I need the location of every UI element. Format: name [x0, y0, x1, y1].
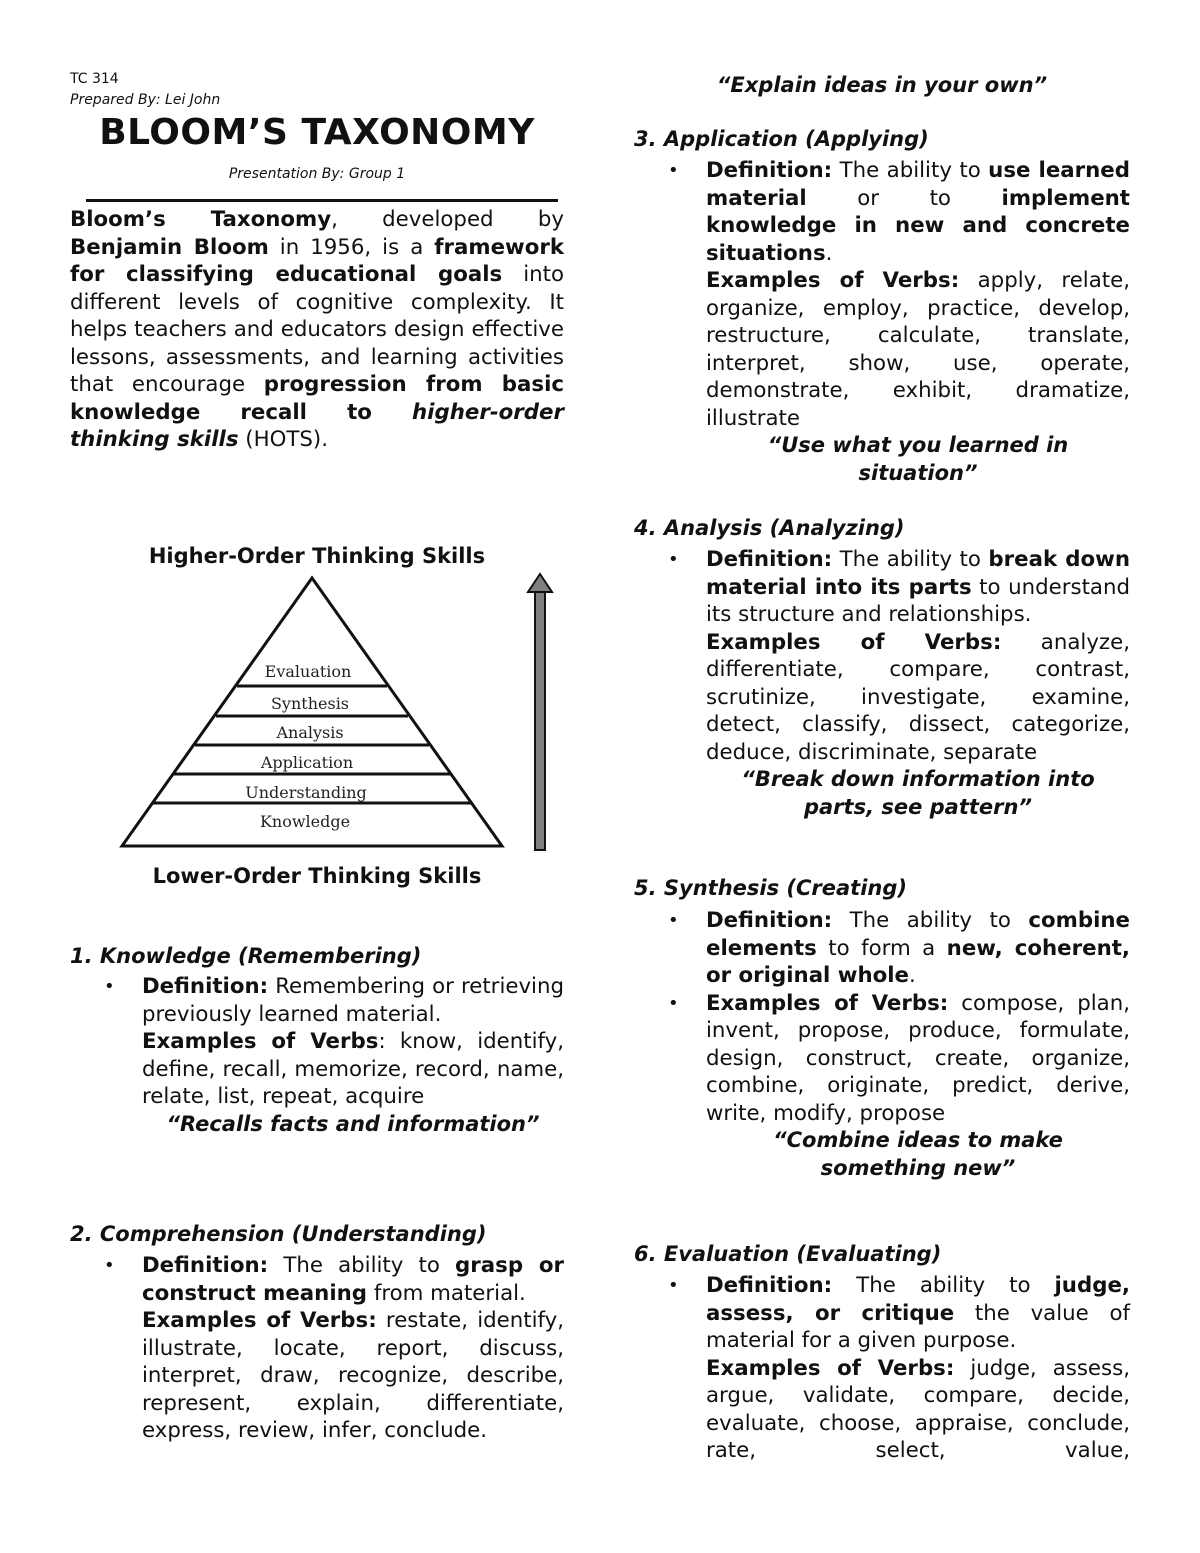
bullet: • — [668, 160, 679, 181]
section-comprehension-quote: “Explain ideas in your own” — [716, 73, 1048, 97]
pyramid-level-application: Application — [260, 753, 354, 772]
section-synthesis-body: • Definition: The ability to combine elements to form a new, coherent, or original whole. • Examples of Verbs: compose, plan, invent, propose, produce, formulate, design, construct, create, organize, combine, originate, predict, derive, write, modify, propose “Combine ideas to make something new” — [634, 907, 1130, 1182]
pyramid-level-synthesis: Synthesis — [270, 694, 350, 713]
prepared-by: Prepared By: Lei John — [70, 92, 221, 108]
section-evaluation-heading: 6. Evaluation (Evaluating) — [634, 1242, 942, 1266]
section-synthesis-quote: “Combine ideas to make something new” — [773, 1128, 1063, 1180]
bloom-pyramid — [110, 570, 570, 860]
hots-label: Higher-Order Thinking Skills — [148, 544, 486, 568]
presentation-by: Presentation By: Group 1 — [228, 166, 406, 182]
section-application-heading: 3. Application (Applying) — [634, 127, 929, 151]
bullet: • — [668, 549, 679, 570]
bullet: • — [104, 1255, 115, 1276]
pyramid-level-knowledge: Knowledge — [259, 812, 351, 831]
pyramid-level-evaluation: Evaluation — [264, 662, 352, 681]
bullet: • — [104, 976, 115, 997]
header-divider — [86, 199, 558, 202]
bullet: • — [668, 910, 679, 931]
section-application-body: • Definition: The ability to use learned material or to implement knowledge in new and concrete situations. Examples of Verbs: apply, relate, organize, employ, practice, develop, restructure, calculate, translate, interpret, show, use, operate, demonstrate, exhibit, dramatize, illustrate “Use what you learned in situation” — [634, 157, 1130, 487]
intro-paragraph: Bloom’s Taxonomy, developed by Benjamin Bloom in 1956, is a framework for classifying educational goals into different levels of cognitive complexity. It helps teachers and educators design effective lessons, assessments, and learning activities that encourage progression from basic knowledge recall to higher-order thinking skills (HOTS). — [70, 207, 564, 452]
section-knowledge-heading: 1. Knowledge (Remembering) — [70, 944, 422, 968]
section-knowledge-quote: “Recalls facts and information” — [166, 1111, 540, 1136]
section-analysis-body: • Definition: The ability to break down material into its parts to understand its structure and relationships. Examples of Verbs: analyze, differentiate, compare, contrast, scrutinize, investigate, examine, detect, classify, dissect, categorize, deduce, discriminate, separate “Break down information into parts, see pattern” — [634, 546, 1130, 821]
lots-label: Lower-Order Thinking Skills — [152, 864, 482, 888]
bullet: • — [668, 1275, 679, 1296]
pyramid-level-understanding: Understanding — [245, 783, 367, 802]
section-knowledge-body: • Definition: Remembering or retrieving previously learned material. Examples of Verbs: know, identify, define, recall, memorize, record, name, relate, list, repeat, acquire “Recalls facts and information” — [70, 973, 564, 1138]
section-synthesis-heading: 5. Synthesis (Creating) — [634, 876, 907, 900]
section-comprehension-body: • Definition: The ability to grasp or construct meaning from material. Examples of Verbs: restate, identify, illustrate, locate, report, discuss, interpret, draw, recognize, describe, represent, explain, differentiate, express, review, infer, conclude. — [104, 1253, 564, 1443]
section-analysis-quote: “Break down information into parts, see pattern” — [741, 767, 1095, 819]
bullet: • — [668, 992, 679, 1014]
up-arrow-icon — [528, 574, 552, 850]
course-code: TC 314 — [70, 71, 119, 87]
pyramid-level-analysis: Analysis — [276, 723, 344, 742]
section-application-quote: “Use what you learned in situation” — [767, 433, 1069, 485]
section-analysis-heading: 4. Analysis (Analyzing) — [634, 516, 905, 540]
section-evaluation-body: • Definition: The ability to judge, assess, or critique the value of material for a given purpose. Examples of Verbs: judge, assess, argue, validate, compare, decide, evaluate, choose, appraise, conclude, rate, select, value, — [668, 1273, 1130, 1463]
page-title: BLOOM’S TAXONOMY — [99, 112, 535, 153]
section-comprehension-heading: 2. Comprehension (Understanding) — [70, 1222, 487, 1246]
